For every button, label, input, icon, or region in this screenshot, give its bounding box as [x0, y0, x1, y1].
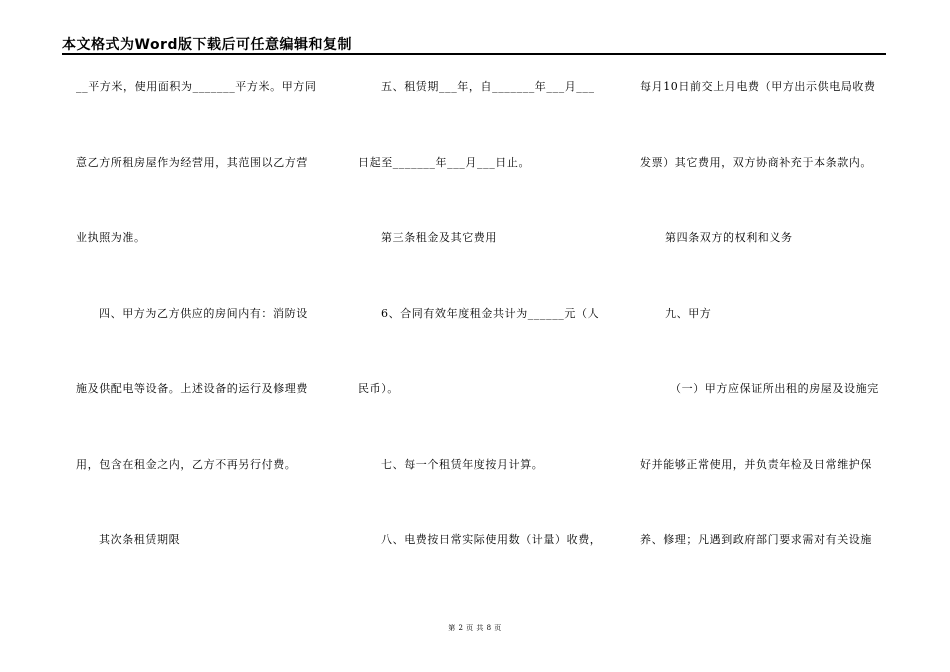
paragraph-line: 每月10日前交上月电费（甲方出示供电局收费 [640, 80, 876, 93]
paragraph-line: 意乙方所租房屋作为经营用，其范围以乙方营 [76, 155, 308, 169]
paragraph-line: 施及供配电等设备。上述设备的运行及修理费 [76, 382, 308, 395]
paragraph-line: 养、修理；凡遇到政府部门要求需对有关设施 [640, 533, 872, 546]
section-heading: 其次条租赁期限 [99, 533, 181, 546]
paragraph-line: 日起至_______年___月___日止。 [358, 155, 531, 169]
paragraph-line: 民币）。 [358, 382, 399, 395]
paragraph-line: 发票）其它费用，双方协商补充于本条款内。 [640, 155, 872, 169]
text-column-2 [358, 80, 608, 609]
section-heading: 第三条租金及其它费用 [381, 231, 497, 244]
document-header-title: 本文格式为Word版下载后可任意编辑和复制 [62, 37, 352, 53]
paragraph-line: 五、租赁期___年，自_______年___月___ [381, 80, 595, 93]
page-number: 第 2 页 共 8 页 [448, 624, 502, 632]
paragraph-line: 四、甲方为乙方供应的房间内有：消防设 [99, 306, 308, 320]
paragraph-line: 6、合同有效年度租金共计为______元（人 [381, 306, 600, 320]
paragraph-line: （一）甲方应保证所出租的房屋及设施完 [670, 382, 879, 395]
paragraph-line: 八、电费按日常实际使用数（计量）收费， [381, 533, 602, 546]
paragraph-line: __平方米，使用面积为_______平方米。甲方同 [76, 80, 317, 93]
text-column-3 [640, 80, 890, 609]
paragraph-line: 用，包含在租金之内，乙方不再另行付费。 [76, 457, 297, 471]
paragraph-line: 业执照为准。 [76, 231, 146, 244]
section-heading: 第四条双方的权利和义务 [665, 231, 793, 244]
paragraph-line: 七、每一个租赁年度按月计算。 [381, 457, 544, 471]
header-divider [62, 53, 886, 55]
text-column-1 [76, 80, 326, 609]
section-heading: 九、甲方 [665, 306, 712, 320]
paragraph-line: 好并能够正常使用，并负责年检及日常维护保 [640, 457, 872, 471]
